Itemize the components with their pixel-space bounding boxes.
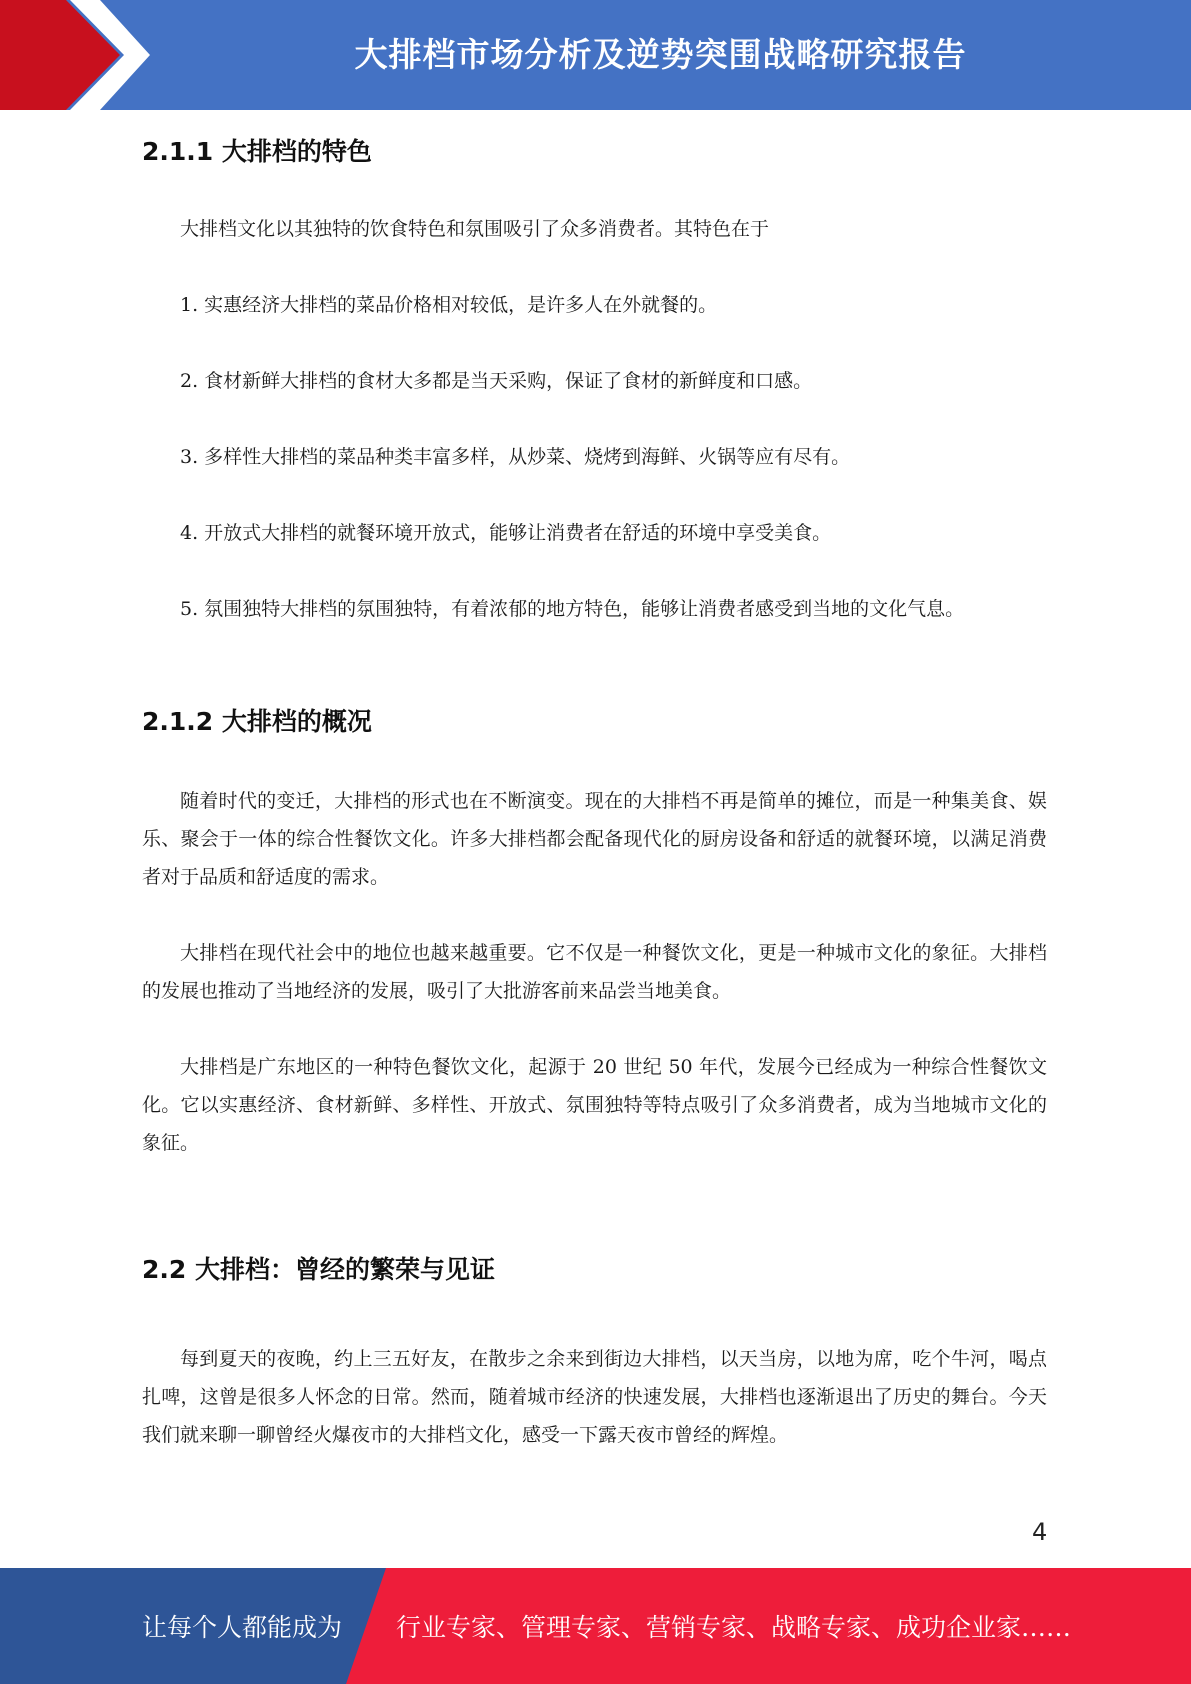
paragraph: 大排档是广东地区的一种特色餐饮文化，起源于 20 世纪 50 年代，发展今已经成为一种综合性餐饮文化。它以实惠经济、食材新鲜、多样性、开放式、氛围独特等特点吸引了众多消费者，成为当地城市文化的象征。 [142, 1056, 1047, 1154]
footer-slogan-left: 让每个人都能成为 [142, 1613, 343, 1642]
header-red-chevron-icon [0, 0, 150, 110]
paragraph: 大排档在现代社会中的地位也越来越重要。它不仅是一种餐饮文化，更是一种城市文化的象征。大排档的发展也推动了当地经济的发展，吸引了大批游客前来品尝当地美食。 [142, 942, 1047, 1002]
list-item-1: 1. 实惠经济大排档的菜品价格相对较低，是许多人在外就餐的。 [180, 294, 718, 316]
list-item-3: 3. 多样性大排档的菜品种类丰富多样，从炒菜、烧烤到海鲜、火锅等应有尽有。 [180, 446, 851, 468]
report-title: 大排档市场分析及逆势突围战略研究报告 [354, 34, 967, 74]
page-number: 4 [1032, 1518, 1048, 1546]
section-heading-2-1-2: 2.1.2 大排档的概况 [142, 707, 372, 736]
section-heading-2-2: 2.2 大排档：曾经的繁荣与见证 [142, 1255, 495, 1284]
page-header [0, 0, 1191, 110]
section-heading-2-1-1: 2.1.1 大排档的特色 [142, 137, 372, 166]
list-item-2: 2. 食材新鲜大排档的食材大多都是当天采购，保证了食材的新鲜度和口感。 [180, 370, 813, 392]
paragraph: 每到夏天的夜晚，约上三五好友，在散步之余来到街边大排档，以天当房，以地为席，吃个牛河，喝点扎啤，这曾是很多人怀念的日常。然而，随着城市经济的快速发展，大排档也逐渐退出了历史的舞台。今天我们就来聊一聊曾经火爆夜市的大排档文化，感受一下露天夜市曾经的辉煌。 [142, 1348, 1047, 1446]
paragraph: 大排档文化以其独特的饮食特色和氛围吸引了众多消费者。其特色在于 [180, 218, 770, 240]
footer-slogan-right: 行业专家、管理专家、营销专家、战略专家、成功企业家…… [396, 1613, 1072, 1642]
list-item-4: 4. 开放式大排档的就餐环境开放式，能够让消费者在舒适的环境中享受美食。 [180, 522, 832, 544]
page-footer [0, 1568, 1191, 1684]
list-item-5: 5. 氛围独特大排档的氛围独特，有着浓郁的地方特色，能够让消费者感受到当地的文化气息。 [180, 598, 965, 620]
paragraph: 随着时代的变迁，大排档的形式也在不断演变。现在的大排档不再是简单的摊位，而是一种集美食、娱乐、聚会于一体的综合性餐饮文化。许多大排档都会配备现代化的厨房设备和舒适的就餐环境，以满足消费者对于品质和舒适度的需求。 [142, 790, 1047, 888]
